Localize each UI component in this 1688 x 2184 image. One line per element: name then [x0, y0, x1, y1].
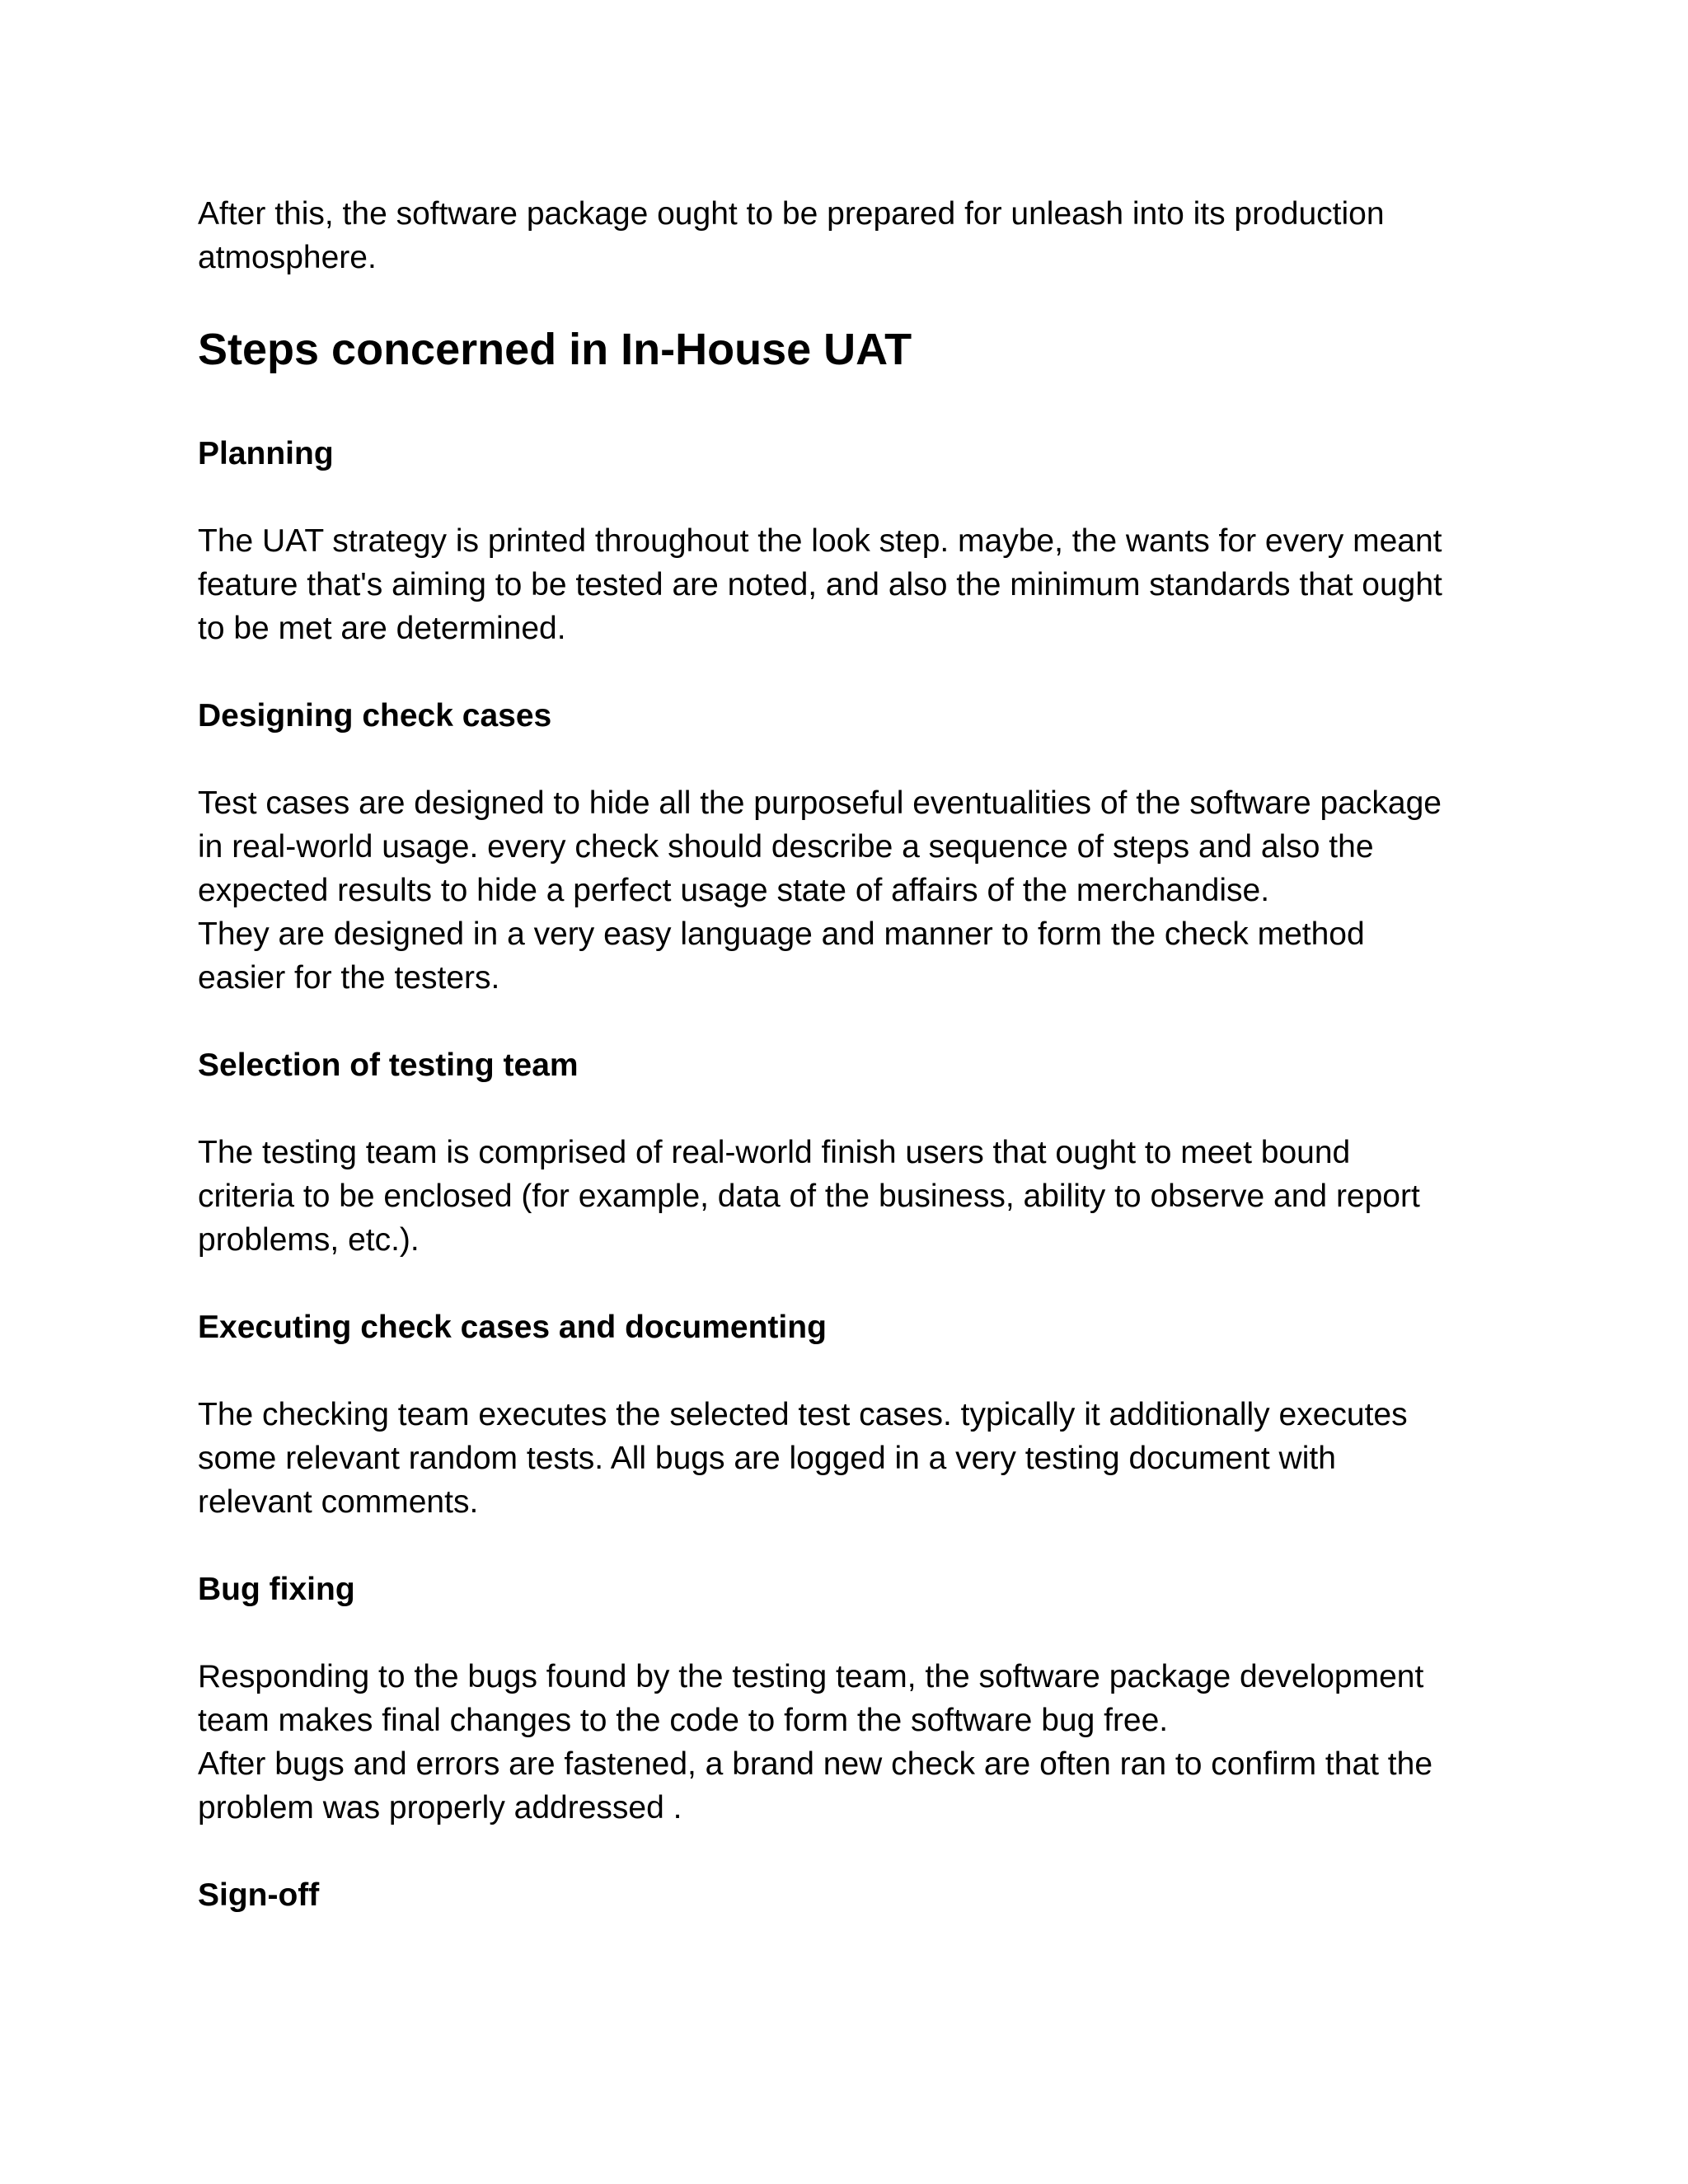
section-body-executing-check-cases: The checking team executes the selected test cases. typically it additionally executes some relevant random tests. All bugs are logged in a very testing document with relevant comments. — [198, 1397, 1408, 1520]
section-heading-designing-check-cases: Designing check cases — [198, 698, 552, 733]
section-body-planning: The UAT strategy is printed throughout the look step. maybe, the wants for every meant feature that's aiming to be tested are noted, and also the minimum standards that ought to be met are determined. — [198, 523, 1442, 646]
section-heading-bug-fixing: Bug fixing — [198, 1572, 355, 1607]
document-content — [198, 192, 1500, 1961]
page-title: Steps concerned in In-House UAT — [198, 325, 912, 374]
intro-paragraph: After this, the software package ought to be prepared for unleash into its production atmosphere. — [198, 196, 1385, 275]
section-body-selection-of-testing-team: The testing team is comprised of real-world finish users that ought to meet bound criteria to be enclosed (for example, data of the business, ability to observe and report problems, etc.). — [198, 1135, 1420, 1258]
section-body-designing-check-cases: Test cases are designed to hide all the purposeful eventualities of the software package in real-world usage. every check should describe a sequence of steps and also the expected results to hide a perfect usage state of affairs of the merchandise. They are designed in a very easy language and manner to form the check method easier for the testers. — [198, 785, 1442, 996]
section-heading-executing-check-cases: Executing check cases and documenting — [198, 1310, 827, 1345]
section-body-bug-fixing: Responding to the bugs found by the testing team, the software package development team makes final changes to the code to form the software bug free. After bugs and errors are fastened, a brand new check are often ran to confirm that the problem was properly addressed . — [198, 1659, 1433, 1825]
section-heading-planning: Planning — [198, 436, 334, 471]
section-heading-sign-off: Sign-off — [198, 1877, 320, 1913]
section-heading-selection-of-testing-team: Selection of testing team — [198, 1047, 579, 1083]
